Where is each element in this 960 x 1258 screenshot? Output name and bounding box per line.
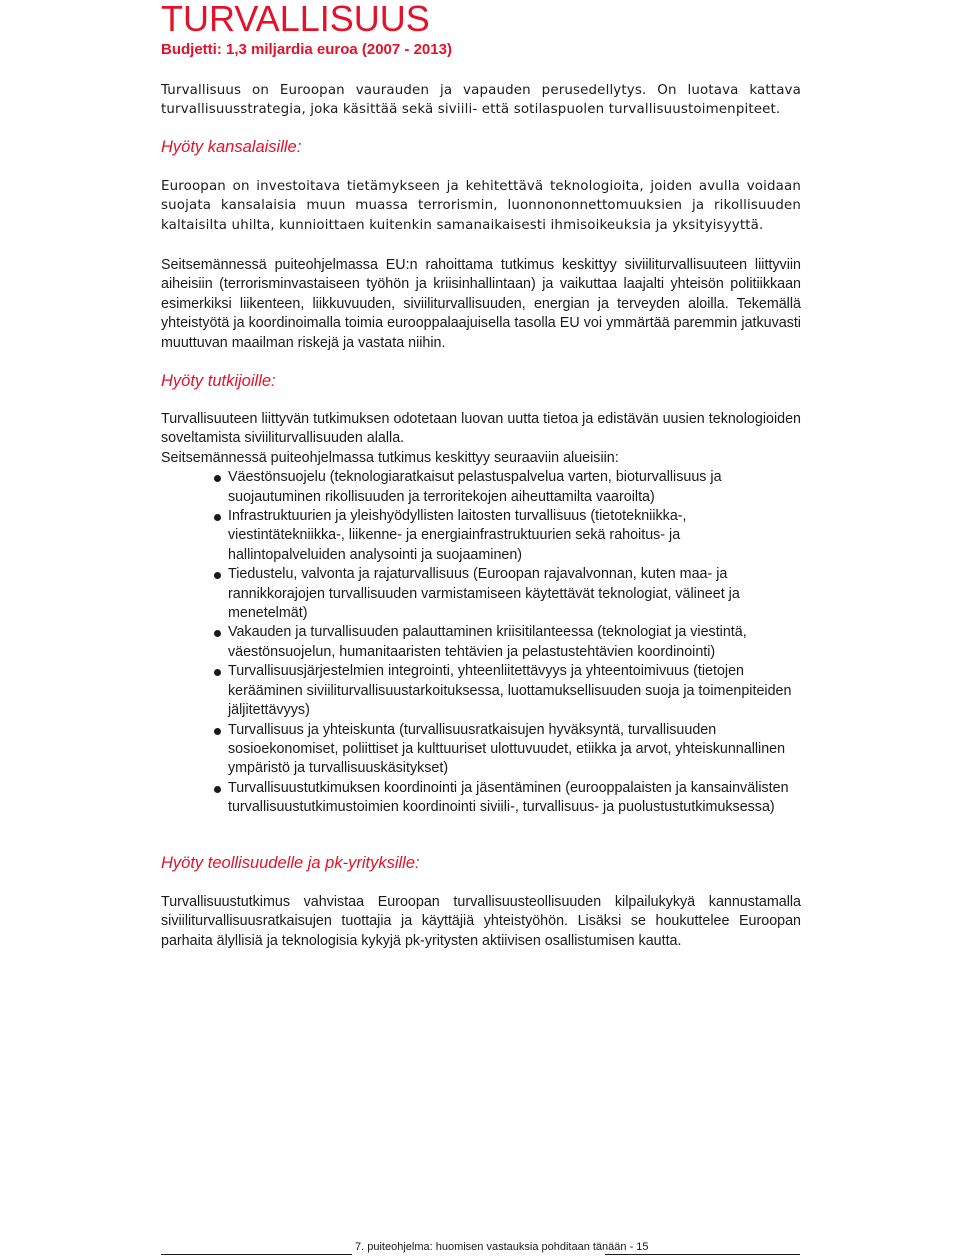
list-item <box>161 468 801 507</box>
list-item <box>161 721 801 779</box>
bullet-icon <box>214 514 221 521</box>
citizens-section-2 <box>161 256 801 353</box>
list-item-text: Turvallisuustutkimuksen koordinointi ja jäsentäminen (eurooppalaisten ja kansainvälisten turvallisuustutkimustoimien koordinointi siviili-, turvallisuus- ja puolustustutkimuksessa) <box>228 779 789 816</box>
researchers-section <box>161 410 801 818</box>
footer-rule-left <box>161 1254 352 1255</box>
list-item <box>161 662 801 720</box>
industry-section <box>161 893 801 951</box>
list-item-text: Tiedustelu, valvonta ja rajaturvallisuus (Euroopan rajavalvonnan, kuten maa- ja rannikkorajojen turvallisuuden varmistamiseen käytettävät teknologiat, välineet ja menetelmät) <box>228 566 740 622</box>
citizens-paragraph-1: Euroopan on investoitava tietämykseen ja kehitettävä teknologioita, joiden avulla voidaan suojata kansalaisia muun muassa terrorismin, luonnononnettomuuksien ja rikollisuuden kaltaisilta uhilta, kunnioittaen kuitenkin samanaikaisesti ihmisoikeuksia ja yksityisyyttä. <box>161 179 801 233</box>
bullet-icon <box>214 669 221 676</box>
page-footer: 7. puiteohjelma: huomisen vastauksia pohditaan tänään - 15 <box>355 1241 649 1253</box>
list-item <box>161 565 801 623</box>
list-item-text: Vakauden ja turvallisuuden palauttaminen kriisitilanteessa (teknologiat ja viestintä, väestönsuojelun, humanitaaristen tehtävien ja pelastustehtävien koordinointi) <box>228 624 747 660</box>
bullet-icon <box>214 728 221 735</box>
citizens-heading: Hyöty kansalaisille: <box>161 138 302 156</box>
page-title: TURVALLISUUS <box>161 0 430 39</box>
citizens-section <box>161 177 801 235</box>
budget-subtitle: Budjetti: 1,3 miljardia euroa (2007 - 2013) <box>161 41 452 58</box>
citizens-paragraph-2: Seitsemännessä puiteohjelmassa EU:n rahoittama tutkimus keskittyy siviiliturvallisuuteen liittyviin aiheisiin (terrorisminvastaiseen työhön ja kriisinhallintaan) ja vaikuttaa laajalti yhteisön politiikkaan esimerkiksi liikenteen, liikkuvuuden, siviiliturvallisuuden, energian ja terveyden aloilla. Tekemällä yhteistyötä ja koordinoimalla toimia eurooppalaajuisella tasolla EU voi ymmärtää paremmin jatkuvasti muuttuvan maailman riskejä ja vastata niihin. <box>161 257 801 351</box>
bullet-icon <box>214 475 221 482</box>
list-item-text: Väestönsuojelu (teknologiaratkaisut pelastuspalvelua varten, bioturvallisuus ja suojautuminen rikollisuuden ja terroritekojen aiheuttamilta vaaroilta) <box>228 469 722 505</box>
list-item <box>161 779 801 818</box>
bullet-icon <box>214 630 221 637</box>
researchers-paragraph-1: Turvallisuuteen liittyvän tutkimuksen odotetaan luovan uutta tietoa ja edistävän uusien teknologioiden soveltamista siviiliturvallisuuden alalla. <box>161 411 801 447</box>
research-areas-list <box>161 468 801 817</box>
intro-section <box>161 81 801 120</box>
industry-heading: Hyöty teollisuudelle ja pk-yrityksille: <box>161 854 420 872</box>
list-item <box>161 623 801 662</box>
list-item <box>161 507 801 565</box>
researchers-heading: Hyöty tutkijoille: <box>161 372 276 390</box>
list-item-text: Turvallisuusjärjestelmien integrointi, yhteenliitettävyys ja yhteentoimivuus (tietojen kerääminen siviiliturvallisuustarkoituksessa, luottamuksellisuuden suoja ja toimenpiteiden jäljitettävyys) <box>228 663 792 719</box>
list-item-text: Turvallisuus ja yhteiskunta (turvallisuusratkaisujen hyväksyntä, turvallisuuden sosioekonomiset, poliittiset ja kulttuuriset ulottuvuudet, etiikka ja arvot, yhteiskunnallinen ympäristö ja turvallisuuskäsitykset) <box>228 721 786 777</box>
bullet-icon <box>214 786 221 793</box>
industry-paragraph-1: Turvallisuustutkimus vahvistaa Euroopan turvallisuusteollisuuden kilpailukykyä kannustamalla siviiliturvallisuusratkaisujen tuottajia ja käyttäjiä yhteistyöhön. Lisäksi se houkuttelee Euroopan parhaita älyllisiä ja teknologisia kykyjä pk-yritysten aktiivisen osallistumisen kautta. <box>161 894 801 949</box>
bullet-icon <box>214 572 221 579</box>
footer-rule-right <box>605 1254 800 1255</box>
researchers-lead: Seitsemännessä puiteohjelmassa tutkimus keskittyy seuraaviin alueisiin: <box>161 449 619 466</box>
intro-paragraph: Turvallisuus on Euroopan vaurauden ja vapauden perusedellytys. On luotava kattava turvallisuusstrategia, joka käsittää sekä siviili- että sotilaspuolen turvallisuustoimenpiteet. <box>161 83 801 118</box>
list-item-text: Infrastruktuurien ja yleishyödyllisten laitosten turvallisuus (tietotekniikka-, viestintätekniikka-, liikenne- ja energiainfrastruktuurien sekä rahoitus- ja hallintopalveluiden analysointi ja suojaaminen) <box>228 508 687 563</box>
